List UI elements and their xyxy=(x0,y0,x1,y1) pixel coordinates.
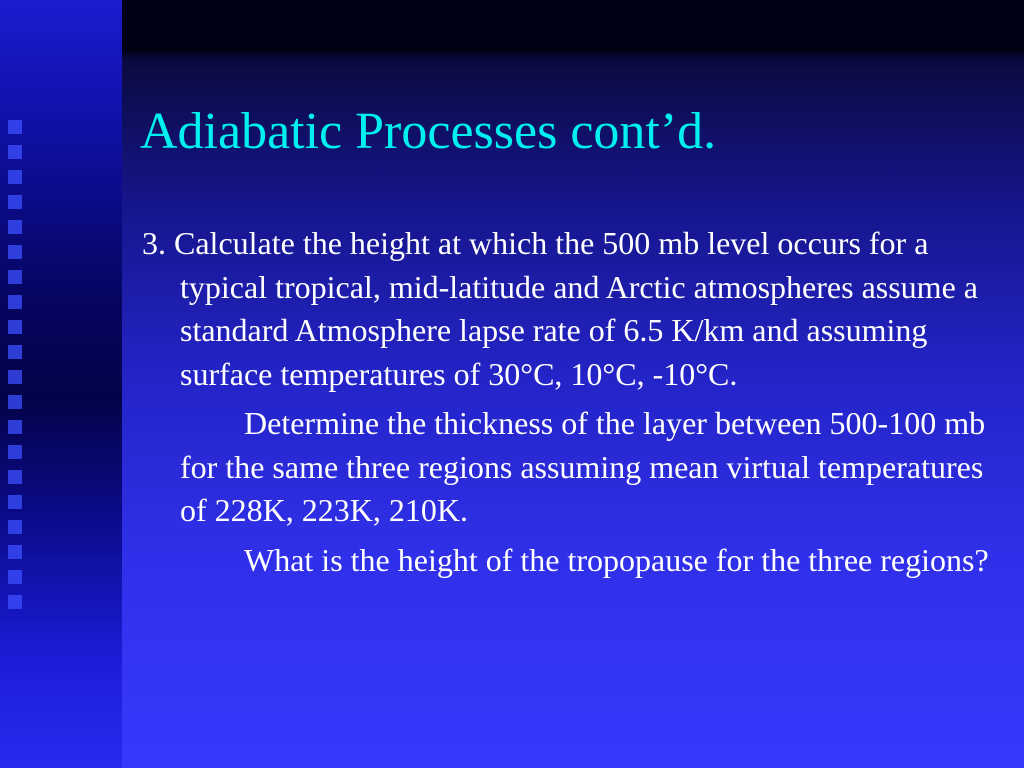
decorative-square xyxy=(8,570,22,584)
decorative-square xyxy=(8,370,22,384)
decorative-square xyxy=(8,420,22,434)
decorative-square xyxy=(8,320,22,334)
slide-title: Adiabatic Processes cont’d. xyxy=(140,103,717,160)
body-paragraph: Determine the thickness of the layer between 500-100 mb for the same three regions assuming mean virtual temperatures of 228K, 223K, 210K. xyxy=(180,405,986,528)
decorative-square xyxy=(8,195,22,209)
decorative-square xyxy=(8,345,22,359)
decorative-square xyxy=(8,220,22,234)
decorative-square xyxy=(8,595,22,609)
decorative-square xyxy=(8,120,22,134)
decorative-square xyxy=(8,495,22,509)
decorative-square xyxy=(8,445,22,459)
decorative-square xyxy=(8,520,22,534)
decorative-squares xyxy=(8,120,26,620)
decorative-square xyxy=(8,145,22,159)
numbered-item: 3. Calculate the height at which the 500 mb level occurs for a typical tropical, mid-latitude and Arctic atmospheres assume a standard Atmosphere lapse rate of 6.5 K/km and assuming surface temperatures of 30°C, 10°C, -10°C. xyxy=(142,225,978,392)
decorative-square xyxy=(8,170,22,184)
decorative-square xyxy=(8,295,22,309)
decorative-square xyxy=(8,395,22,409)
decorative-square xyxy=(8,545,22,559)
left-decorative-bar xyxy=(0,0,122,768)
decorative-square xyxy=(8,245,22,259)
body-paragraph: What is the height of the tropopause for the three regions? xyxy=(244,541,989,578)
slide-body xyxy=(142,222,1002,582)
decorative-square xyxy=(8,270,22,284)
decorative-square xyxy=(8,470,22,484)
top-band xyxy=(122,0,1024,52)
